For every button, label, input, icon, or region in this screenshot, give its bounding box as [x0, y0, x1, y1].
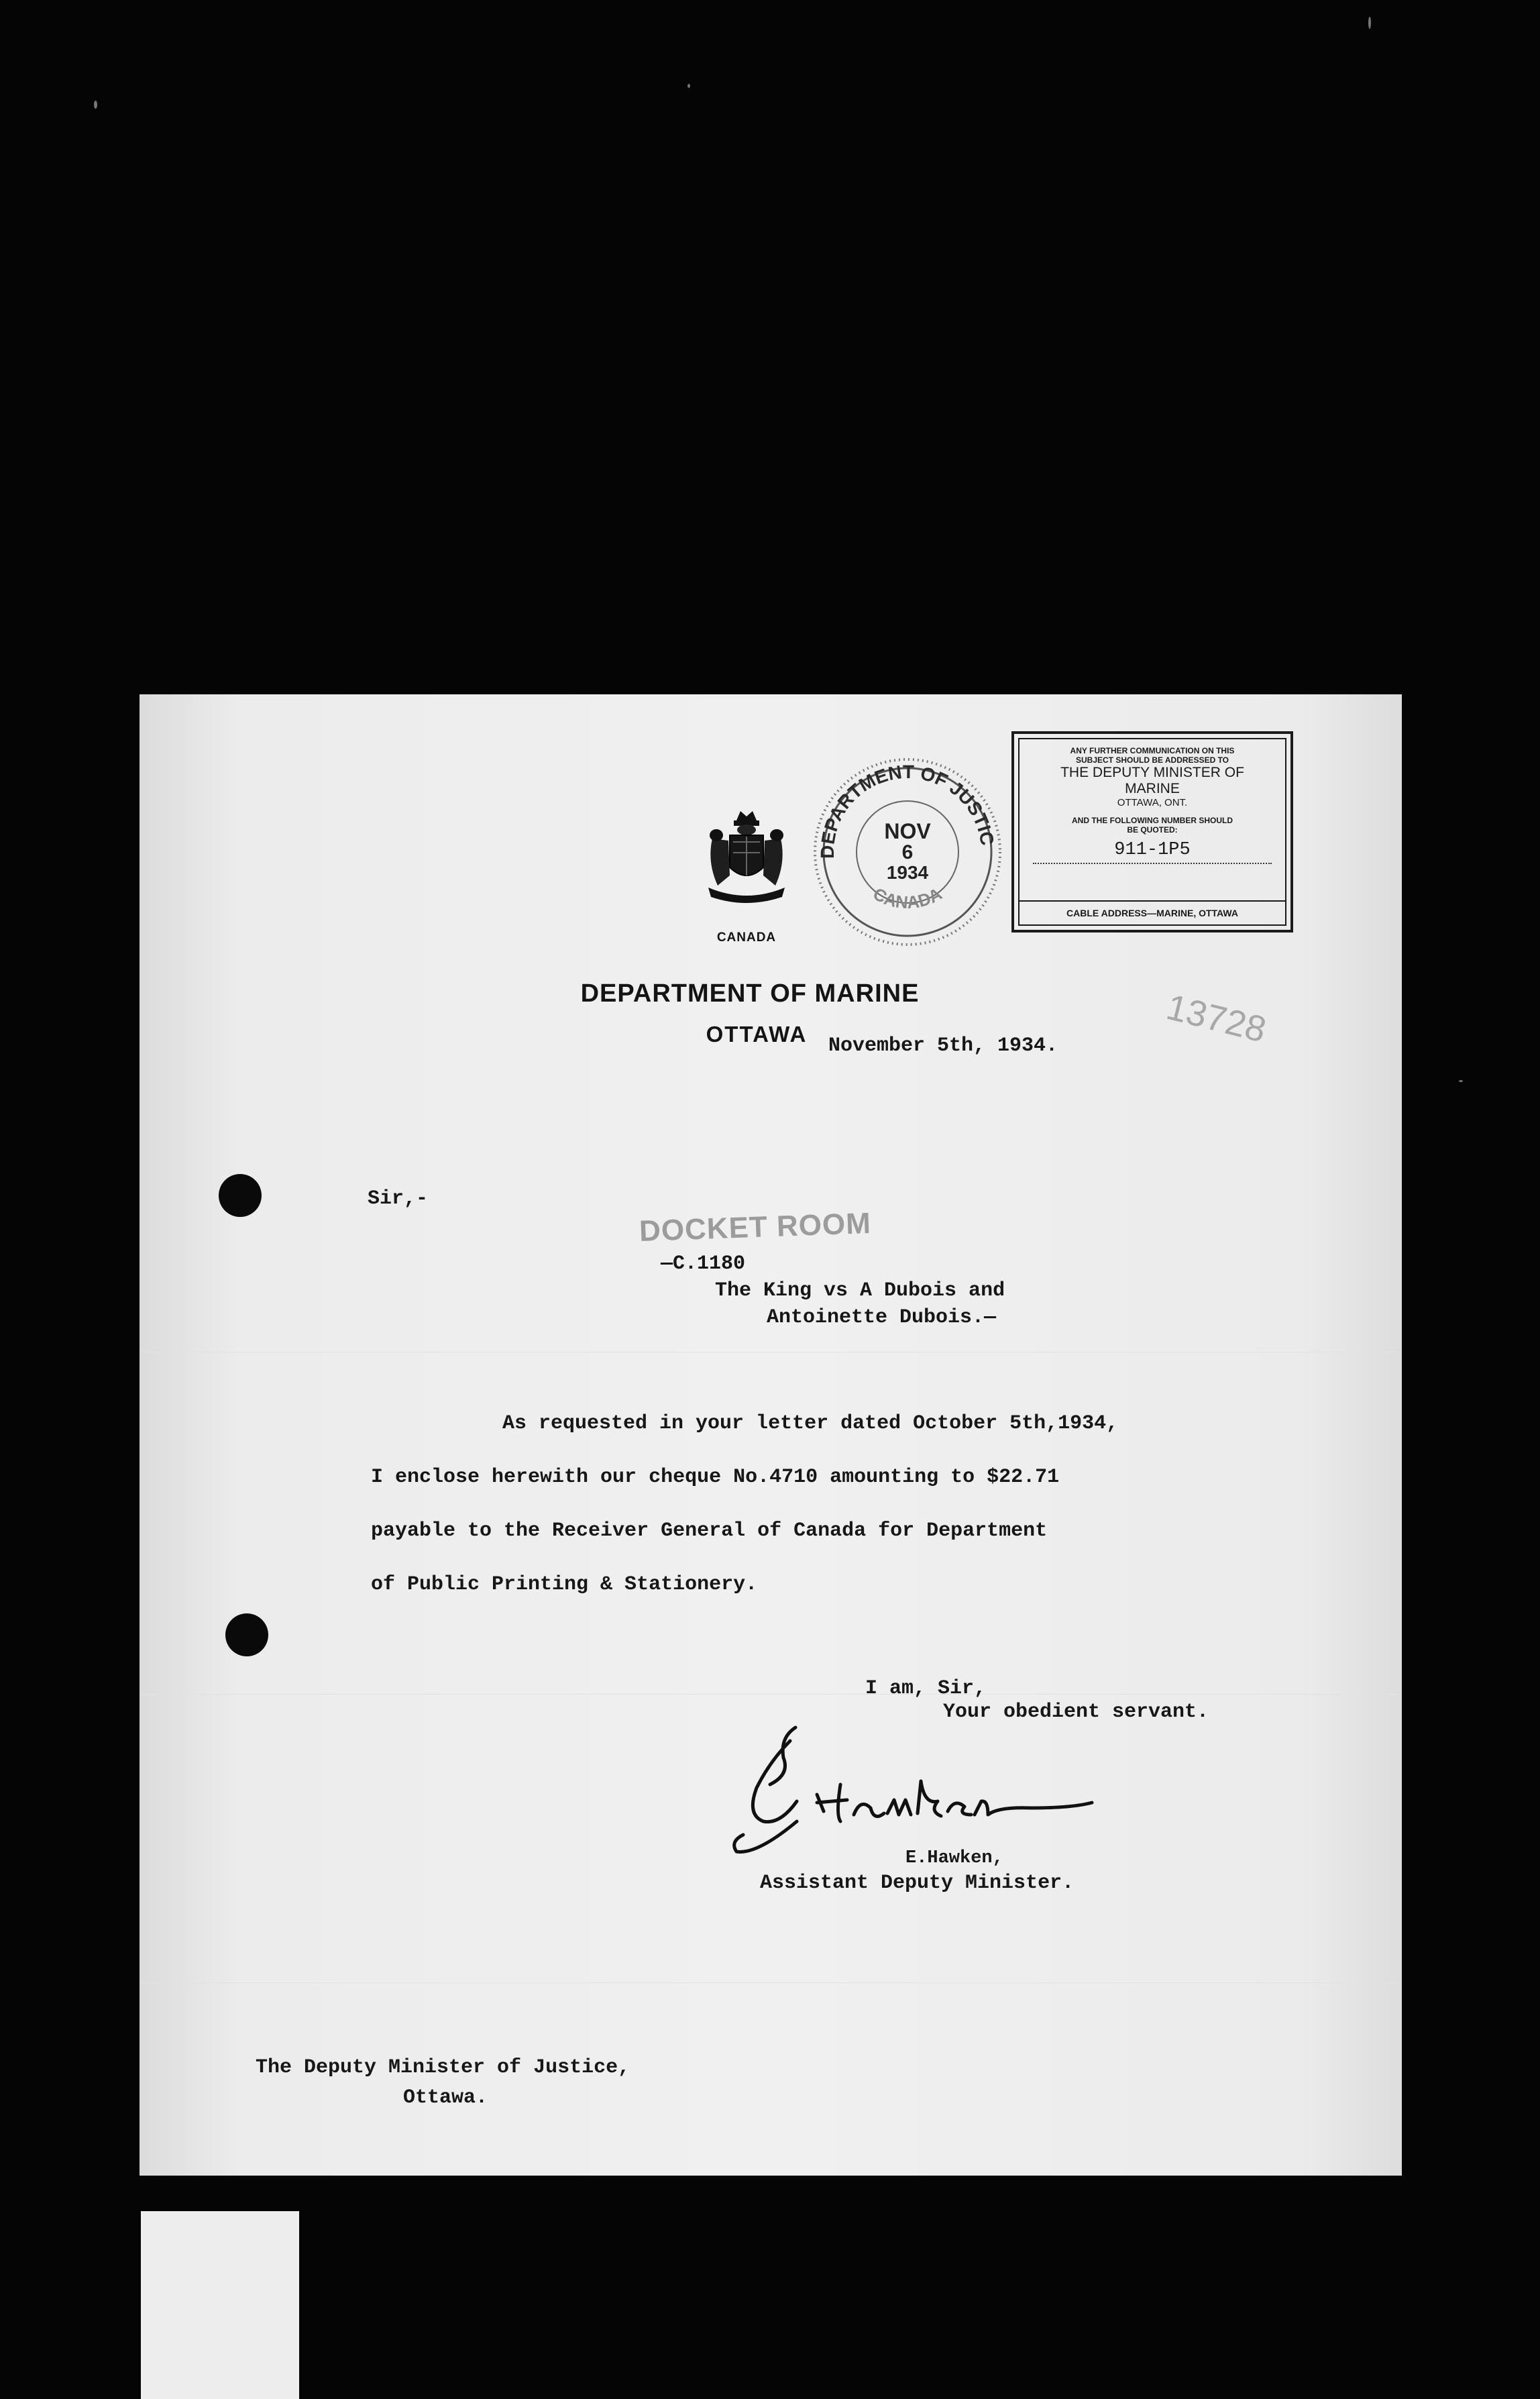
body-line-1: As requested in your letter dated October 5th,1934,: [502, 1412, 1119, 1435]
address-box-cable: CABLE ADDRESS—MARINE, OTTAWA: [1020, 900, 1285, 924]
address-box-file-number: 911-1P5: [1033, 840, 1272, 864]
stamp-ring-text: DEPARTMENT OF JUSTIC: [816, 761, 998, 859]
address-box-line1: ANY FURTHER COMMUNICATION ON THIS: [1070, 746, 1235, 755]
address-box-line2: SUBJECT SHOULD BE ADDRESSED TO: [1075, 755, 1229, 765]
received-stamp: [807, 745, 1008, 946]
salutation: Sir,-: [368, 1187, 429, 1210]
subject-line-2: Antoinette Dubois.—: [767, 1306, 997, 1329]
stamp-month: NOV: [884, 819, 931, 843]
subject-line-1: The King vs A Dubois and: [715, 1279, 1005, 1302]
address-box-line6: AND THE FOLLOWING NUMBER SHOULD: [1072, 816, 1233, 825]
stamp-day: 6: [901, 841, 914, 863]
signer-title: Assistant Deputy Minister.: [760, 1872, 1075, 1895]
file-number-stamp: 13728: [1162, 986, 1270, 1051]
body-line-2: I enclose herewith our cheque No.4710 amounting to $22.71: [371, 1466, 1060, 1489]
body-line-4: of Public Printing & Stationery.: [371, 1573, 758, 1596]
address-box-line5: OTTAWA, ONT.: [1117, 797, 1188, 808]
stamp-bottom-text: CANADA: [869, 883, 946, 913]
recipient-line-2: Ottawa.: [403, 2086, 488, 2109]
docket-room-stamp: DOCKET ROOM: [639, 1206, 872, 1248]
department-city: OTTAWA: [706, 1022, 808, 1047]
crest-label: CANADA: [716, 930, 777, 945]
coat-of-arms-icon: [703, 808, 790, 909]
punch-hole-top: [219, 1174, 262, 1217]
svg-text:CANADA: [870, 884, 946, 913]
department-title: DEPARTMENT OF MARINE: [580, 979, 920, 1008]
address-box-line7: BE QUOTED:: [1127, 825, 1178, 835]
closing-line-1: I am, Sir,: [865, 1677, 987, 1700]
closing-line-2: Your obedient servant.: [943, 1701, 1209, 1723]
stamp-year: 1934: [886, 862, 929, 883]
address-box-line3: THE DEPUTY MINISTER OF: [1060, 765, 1244, 780]
address-box: [1011, 731, 1293, 932]
letter-page: [140, 694, 1402, 2176]
handwritten-signature: [716, 1721, 1152, 1868]
paper-tab: [141, 2211, 299, 2399]
punch-hole-bottom: [225, 1613, 268, 1656]
signer-name: E.Hawken,: [905, 1848, 1003, 1868]
recipient-line-1: The Deputy Minister of Justice,: [256, 2056, 630, 2079]
letter-date: November 5th, 1934.: [828, 1034, 1058, 1057]
subject-reference: —C.1180: [661, 1252, 746, 1275]
body-line-3: payable to the Receiver General of Canada for Department: [371, 1520, 1048, 1542]
address-box-line4: MARINE: [1125, 781, 1180, 796]
